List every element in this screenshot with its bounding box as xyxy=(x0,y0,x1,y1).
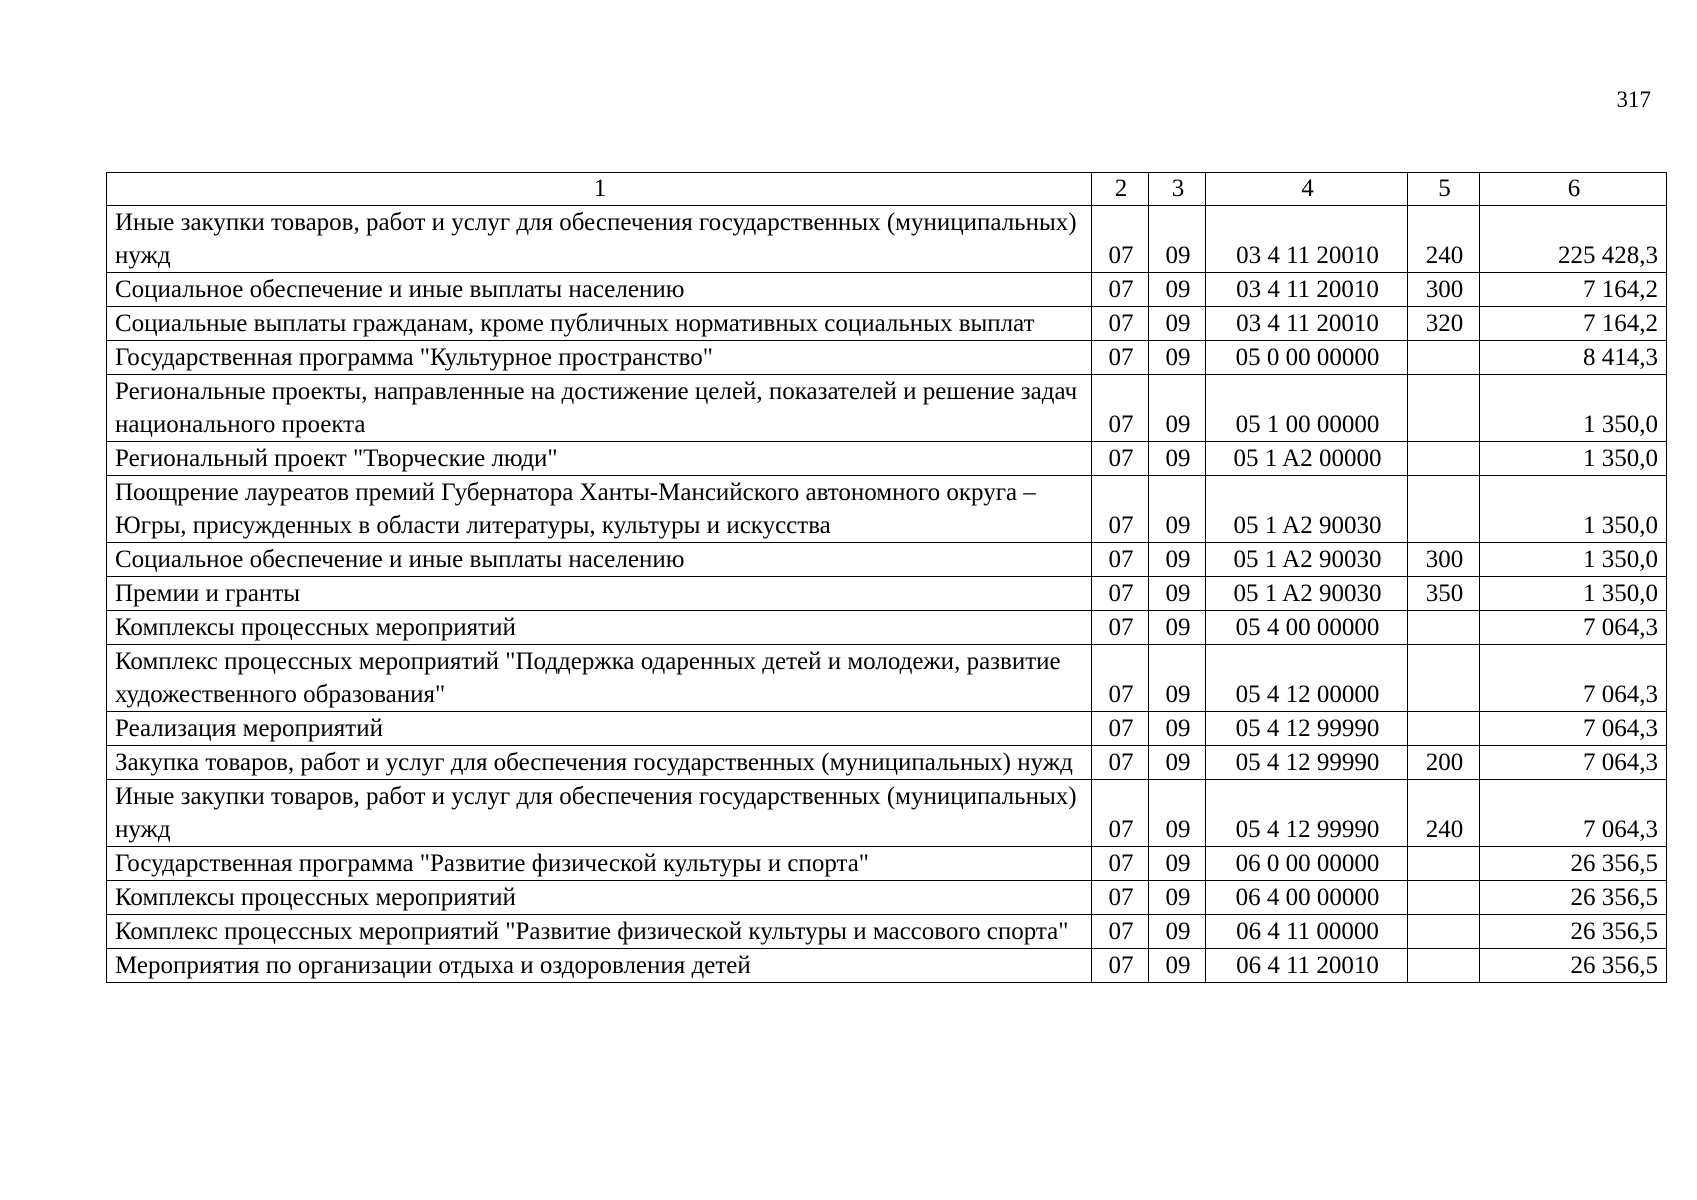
row-expense-type-cell xyxy=(1408,881,1480,915)
row-section-cell: 07 xyxy=(1092,442,1149,476)
row-section-cell: 07 xyxy=(1092,543,1149,577)
row-expense-type-cell xyxy=(1408,645,1480,712)
row-subsection-cell: 09 xyxy=(1149,847,1206,881)
row-amount-cell: 1 350,0 xyxy=(1480,375,1667,442)
row-amount-cell: 1 350,0 xyxy=(1480,442,1667,476)
row-name-cell: Комплекс процессных мероприятий "Поддержка одаренных детей и молодежи, развитие художественного образования" xyxy=(107,645,1092,712)
row-amount-cell: 7 064,3 xyxy=(1480,611,1667,645)
row-target-article-cell: 06 4 11 00000 xyxy=(1206,915,1408,949)
page-number: 317 xyxy=(1616,87,1651,112)
row-expense-type-cell: 350 xyxy=(1408,577,1480,611)
table-row xyxy=(107,746,1667,780)
row-amount-cell: 1 350,0 xyxy=(1480,476,1667,543)
row-target-article-cell: 05 4 12 00000 xyxy=(1206,645,1408,712)
table-row xyxy=(107,476,1667,543)
row-expense-type-cell: 320 xyxy=(1408,307,1480,341)
row-subsection-cell: 09 xyxy=(1149,476,1206,543)
row-section-cell: 07 xyxy=(1092,746,1149,780)
row-subsection-cell: 09 xyxy=(1149,611,1206,645)
row-target-article-cell: 06 0 00 00000 xyxy=(1206,847,1408,881)
row-expense-type-cell: 300 xyxy=(1408,543,1480,577)
row-section-cell: 07 xyxy=(1092,273,1149,307)
row-target-article-cell: 06 4 11 20010 xyxy=(1206,949,1408,983)
row-target-article-cell: 05 0 00 00000 xyxy=(1206,341,1408,375)
row-name-cell: Социальное обеспечение и иные выплаты населению xyxy=(107,273,1092,307)
table-row xyxy=(107,780,1667,847)
row-name-cell: Региональные проекты, направленные на достижение целей, показателей и решение задач национального проекта xyxy=(107,375,1092,442)
row-amount-cell: 7 064,3 xyxy=(1480,780,1667,847)
row-section-cell: 07 xyxy=(1092,881,1149,915)
row-target-article-cell: 05 4 12 99990 xyxy=(1206,746,1408,780)
column-header-3: 3 xyxy=(1149,173,1206,206)
row-expense-type-cell xyxy=(1408,847,1480,881)
table-row xyxy=(107,341,1667,375)
row-target-article-cell: 05 1 A2 00000 xyxy=(1206,442,1408,476)
row-name-cell: Региональный проект "Творческие люди" xyxy=(107,442,1092,476)
row-subsection-cell: 09 xyxy=(1149,273,1206,307)
row-amount-cell: 7 064,3 xyxy=(1480,712,1667,746)
row-subsection-cell: 09 xyxy=(1149,307,1206,341)
row-subsection-cell: 09 xyxy=(1149,442,1206,476)
row-target-article-cell: 05 4 00 00000 xyxy=(1206,611,1408,645)
table-row xyxy=(107,543,1667,577)
column-header-1: 1 xyxy=(107,173,1092,206)
row-subsection-cell: 09 xyxy=(1149,780,1206,847)
row-expense-type-cell xyxy=(1408,442,1480,476)
row-target-article-cell: 06 4 00 00000 xyxy=(1206,881,1408,915)
row-target-article-cell: 05 1 A2 90030 xyxy=(1206,577,1408,611)
column-header-2: 2 xyxy=(1092,173,1149,206)
table-row xyxy=(107,206,1667,273)
row-section-cell: 07 xyxy=(1092,712,1149,746)
table-header-row xyxy=(107,173,1667,206)
row-section-cell: 07 xyxy=(1092,847,1149,881)
row-section-cell: 07 xyxy=(1092,780,1149,847)
table-row xyxy=(107,847,1667,881)
row-expense-type-cell: 240 xyxy=(1408,206,1480,273)
budget-table xyxy=(106,172,1667,983)
table-row xyxy=(107,307,1667,341)
row-target-article-cell: 05 4 12 99990 xyxy=(1206,780,1408,847)
row-section-cell: 07 xyxy=(1092,915,1149,949)
row-subsection-cell: 09 xyxy=(1149,746,1206,780)
row-target-article-cell: 03 4 11 20010 xyxy=(1206,206,1408,273)
row-expense-type-cell: 200 xyxy=(1408,746,1480,780)
row-subsection-cell: 09 xyxy=(1149,375,1206,442)
row-amount-cell: 1 350,0 xyxy=(1480,577,1667,611)
row-expense-type-cell xyxy=(1408,341,1480,375)
table-row xyxy=(107,712,1667,746)
row-expense-type-cell xyxy=(1408,375,1480,442)
row-target-article-cell: 03 4 11 20010 xyxy=(1206,273,1408,307)
row-expense-type-cell xyxy=(1408,949,1480,983)
row-target-article-cell: 03 4 11 20010 xyxy=(1206,307,1408,341)
row-name-cell: Социальное обеспечение и иные выплаты населению xyxy=(107,543,1092,577)
row-expense-type-cell xyxy=(1408,476,1480,543)
row-name-cell: Мероприятия по организации отдыха и оздоровления детей xyxy=(107,949,1092,983)
table-row xyxy=(107,915,1667,949)
row-name-cell: Реализация мероприятий xyxy=(107,712,1092,746)
row-expense-type-cell xyxy=(1408,611,1480,645)
column-header-6: 6 xyxy=(1480,173,1667,206)
row-amount-cell: 26 356,5 xyxy=(1480,881,1667,915)
table-row xyxy=(107,273,1667,307)
row-amount-cell: 7 064,3 xyxy=(1480,645,1667,712)
row-name-cell: Иные закупки товаров, работ и услуг для обеспечения государственных (муниципальных) нужд xyxy=(107,780,1092,847)
row-subsection-cell: 09 xyxy=(1149,206,1206,273)
row-amount-cell: 7 164,2 xyxy=(1480,307,1667,341)
row-name-cell: Закупка товаров, работ и услуг для обеспечения государственных (муниципальных) нужд xyxy=(107,746,1092,780)
row-section-cell: 07 xyxy=(1092,206,1149,273)
column-header-4: 4 xyxy=(1206,173,1408,206)
row-section-cell: 07 xyxy=(1092,341,1149,375)
row-name-cell: Государственная программа "Культурное пространство" xyxy=(107,341,1092,375)
row-subsection-cell: 09 xyxy=(1149,577,1206,611)
row-name-cell: Социальные выплаты гражданам, кроме публичных нормативных социальных выплат xyxy=(107,307,1092,341)
row-amount-cell: 26 356,5 xyxy=(1480,949,1667,983)
table-row xyxy=(107,375,1667,442)
row-subsection-cell: 09 xyxy=(1149,949,1206,983)
table-row xyxy=(107,611,1667,645)
row-amount-cell: 26 356,5 xyxy=(1480,847,1667,881)
row-section-cell: 07 xyxy=(1092,307,1149,341)
row-expense-type-cell: 300 xyxy=(1408,273,1480,307)
row-section-cell: 07 xyxy=(1092,577,1149,611)
table-body xyxy=(107,206,1667,983)
row-section-cell: 07 xyxy=(1092,949,1149,983)
row-name-cell: Премии и гранты xyxy=(107,577,1092,611)
row-name-cell: Комплексы процессных мероприятий xyxy=(107,611,1092,645)
row-expense-type-cell: 240 xyxy=(1408,780,1480,847)
row-amount-cell: 7 164,2 xyxy=(1480,273,1667,307)
row-expense-type-cell xyxy=(1408,915,1480,949)
row-subsection-cell: 09 xyxy=(1149,341,1206,375)
row-amount-cell: 8 414,3 xyxy=(1480,341,1667,375)
row-subsection-cell: 09 xyxy=(1149,915,1206,949)
column-header-5: 5 xyxy=(1408,173,1480,206)
row-name-cell: Поощрение лауреатов премий Губернатора Ханты-Мансийского автономного округа – Югры, присужденных в области литературы, культуры и искусства xyxy=(107,476,1092,543)
row-amount-cell: 225 428,3 xyxy=(1480,206,1667,273)
table-row xyxy=(107,577,1667,611)
row-amount-cell: 1 350,0 xyxy=(1480,543,1667,577)
row-subsection-cell: 09 xyxy=(1149,645,1206,712)
table-row xyxy=(107,442,1667,476)
row-section-cell: 07 xyxy=(1092,476,1149,543)
row-name-cell: Иные закупки товаров, работ и услуг для обеспечения государственных (муниципальных) нужд xyxy=(107,206,1092,273)
row-target-article-cell: 05 1 A2 90030 xyxy=(1206,543,1408,577)
row-section-cell: 07 xyxy=(1092,611,1149,645)
row-section-cell: 07 xyxy=(1092,375,1149,442)
table-row xyxy=(107,881,1667,915)
row-name-cell: Государственная программа "Развитие физической культуры и спорта" xyxy=(107,847,1092,881)
table-row xyxy=(107,949,1667,983)
row-target-article-cell: 05 1 00 00000 xyxy=(1206,375,1408,442)
row-amount-cell: 26 356,5 xyxy=(1480,915,1667,949)
row-expense-type-cell xyxy=(1408,712,1480,746)
row-name-cell: Комплексы процессных мероприятий xyxy=(107,881,1092,915)
row-amount-cell: 7 064,3 xyxy=(1480,746,1667,780)
row-target-article-cell: 05 4 12 99990 xyxy=(1206,712,1408,746)
row-subsection-cell: 09 xyxy=(1149,543,1206,577)
row-subsection-cell: 09 xyxy=(1149,712,1206,746)
table-row xyxy=(107,645,1667,712)
row-section-cell: 07 xyxy=(1092,645,1149,712)
row-target-article-cell: 05 1 A2 90030 xyxy=(1206,476,1408,543)
row-subsection-cell: 09 xyxy=(1149,881,1206,915)
row-name-cell: Комплекс процессных мероприятий "Развитие физической культуры и массового спорта" xyxy=(107,915,1092,949)
